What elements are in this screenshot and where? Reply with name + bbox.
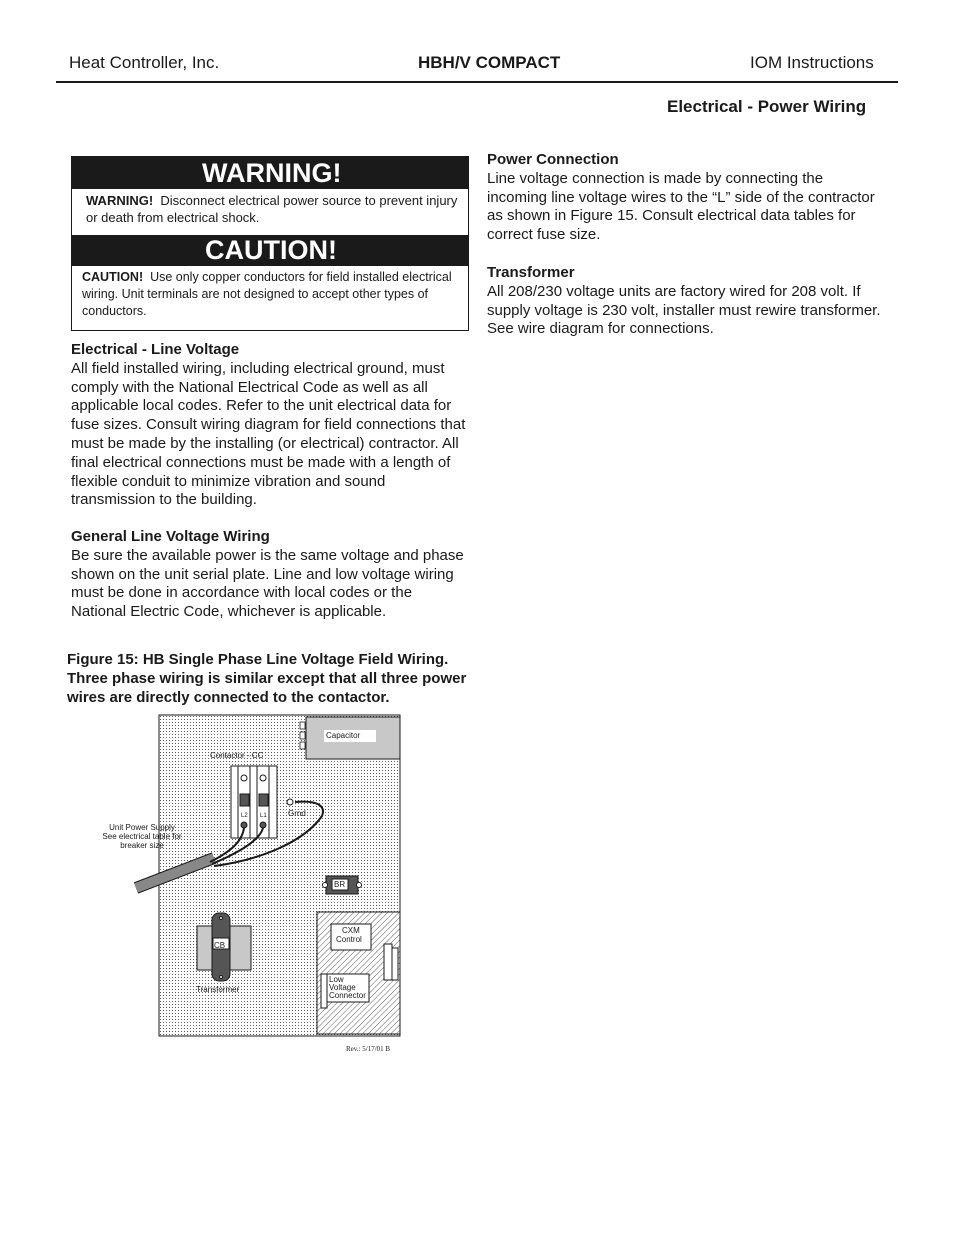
supply-label-1: Unit Power Supply — [109, 823, 175, 832]
supply-label-2: See electrical table for — [102, 832, 182, 841]
supply-label-3: breaker size — [120, 841, 164, 850]
br-label: BR — [334, 880, 346, 889]
section-general-wiring — [71, 528, 471, 622]
contactor — [231, 766, 277, 838]
warning-banner: WARNING! — [72, 157, 468, 189]
wiring-diagram — [90, 712, 410, 1062]
power-connection-heading: Power Connection — [487, 151, 619, 168]
terminal-l1-label: L1 — [260, 813, 267, 819]
header-product: HBH/V COMPACT — [418, 53, 561, 72]
power-connection-body: Line voltage connection is made by connecting the incoming line voltage wires to the “L” side of the contractor as shown in Figure 15. Consult electrical data tables for correct fuse size. — [487, 169, 875, 244]
warning-lead: WARNING! — [86, 193, 154, 208]
general-wiring-body: Be sure the available power is the same voltage and phase shown on the unit serial plate. Line and low voltage wiring must be done in accordance with local codes or the National Electric Code, whichever is applicable. — [71, 546, 464, 621]
transformer-label: Transformer — [196, 985, 240, 994]
low-voltage-label-1: Low — [329, 975, 344, 984]
section-power-connection — [487, 151, 887, 245]
section-transformer — [487, 264, 887, 339]
figure-caption: Figure 15: HB Single Phase Line Voltage Field Wiring. Three phase wiring is similar except that all three power wires are directly connected to the contactor. — [67, 651, 467, 706]
caution-banner: CAUTION! — [72, 235, 468, 266]
line-voltage-body: All field installed wiring, including electrical ground, must comply with the National Electrical Code as well as all applicable local codes. Refer to the unit electrical data for fuse sizes. Consult wiring diagram for field connections that must be made by the installing (or electrical) contractor. All final electrical connections must be made with a length of flexible conduit to minimize vibration and sound transmission to the building. — [71, 359, 466, 509]
ground-label: Grnd — [288, 809, 306, 818]
low-voltage-label-3: Connector — [329, 991, 366, 1000]
warning-body: Disconnect electrical power source to prevent injury or death from electrical shock. — [86, 193, 458, 225]
cxm-label-1: CXM — [342, 926, 360, 935]
transformer-heading: Transformer — [487, 264, 575, 281]
safety-notice-box — [71, 156, 469, 331]
cxm-label-2: Control — [336, 935, 362, 944]
line-voltage-heading: Electrical - Line Voltage — [71, 341, 240, 358]
caution-text — [82, 269, 466, 320]
header-doc-type: IOM Instructions — [750, 53, 874, 72]
low-voltage-label-2: Voltage — [329, 983, 356, 992]
caution-body: Use only copper conductors for field installed electrical wiring. Unit terminals are not designed to accept other types of conductors. — [82, 270, 452, 318]
revision-label: Rev.: 5/17/01 B — [346, 1045, 391, 1053]
section-title: Electrical - Power Wiring — [667, 97, 867, 116]
contactor-label: Contactor - CC — [210, 751, 264, 760]
general-wiring-heading: General Line Voltage Wiring — [71, 528, 270, 545]
ground-lug — [287, 799, 293, 805]
terminal-l2-label: L2 — [241, 813, 248, 819]
transformer-body: All 208/230 voltage units are factory wired for 208 volt. If supply voltage is 230 volt, installer must rewire transformer. See wire diagram for connections. — [487, 282, 881, 338]
header-company: Heat Controller, Inc. — [69, 53, 220, 72]
header-rule — [56, 81, 898, 83]
section-line-voltage — [71, 341, 471, 510]
warning-text — [86, 192, 464, 226]
wiring-figure — [90, 712, 410, 1062]
cb-label: CB — [214, 941, 226, 950]
caution-lead: CAUTION! — [82, 270, 144, 284]
capacitor-label: Capacitor — [326, 731, 361, 740]
